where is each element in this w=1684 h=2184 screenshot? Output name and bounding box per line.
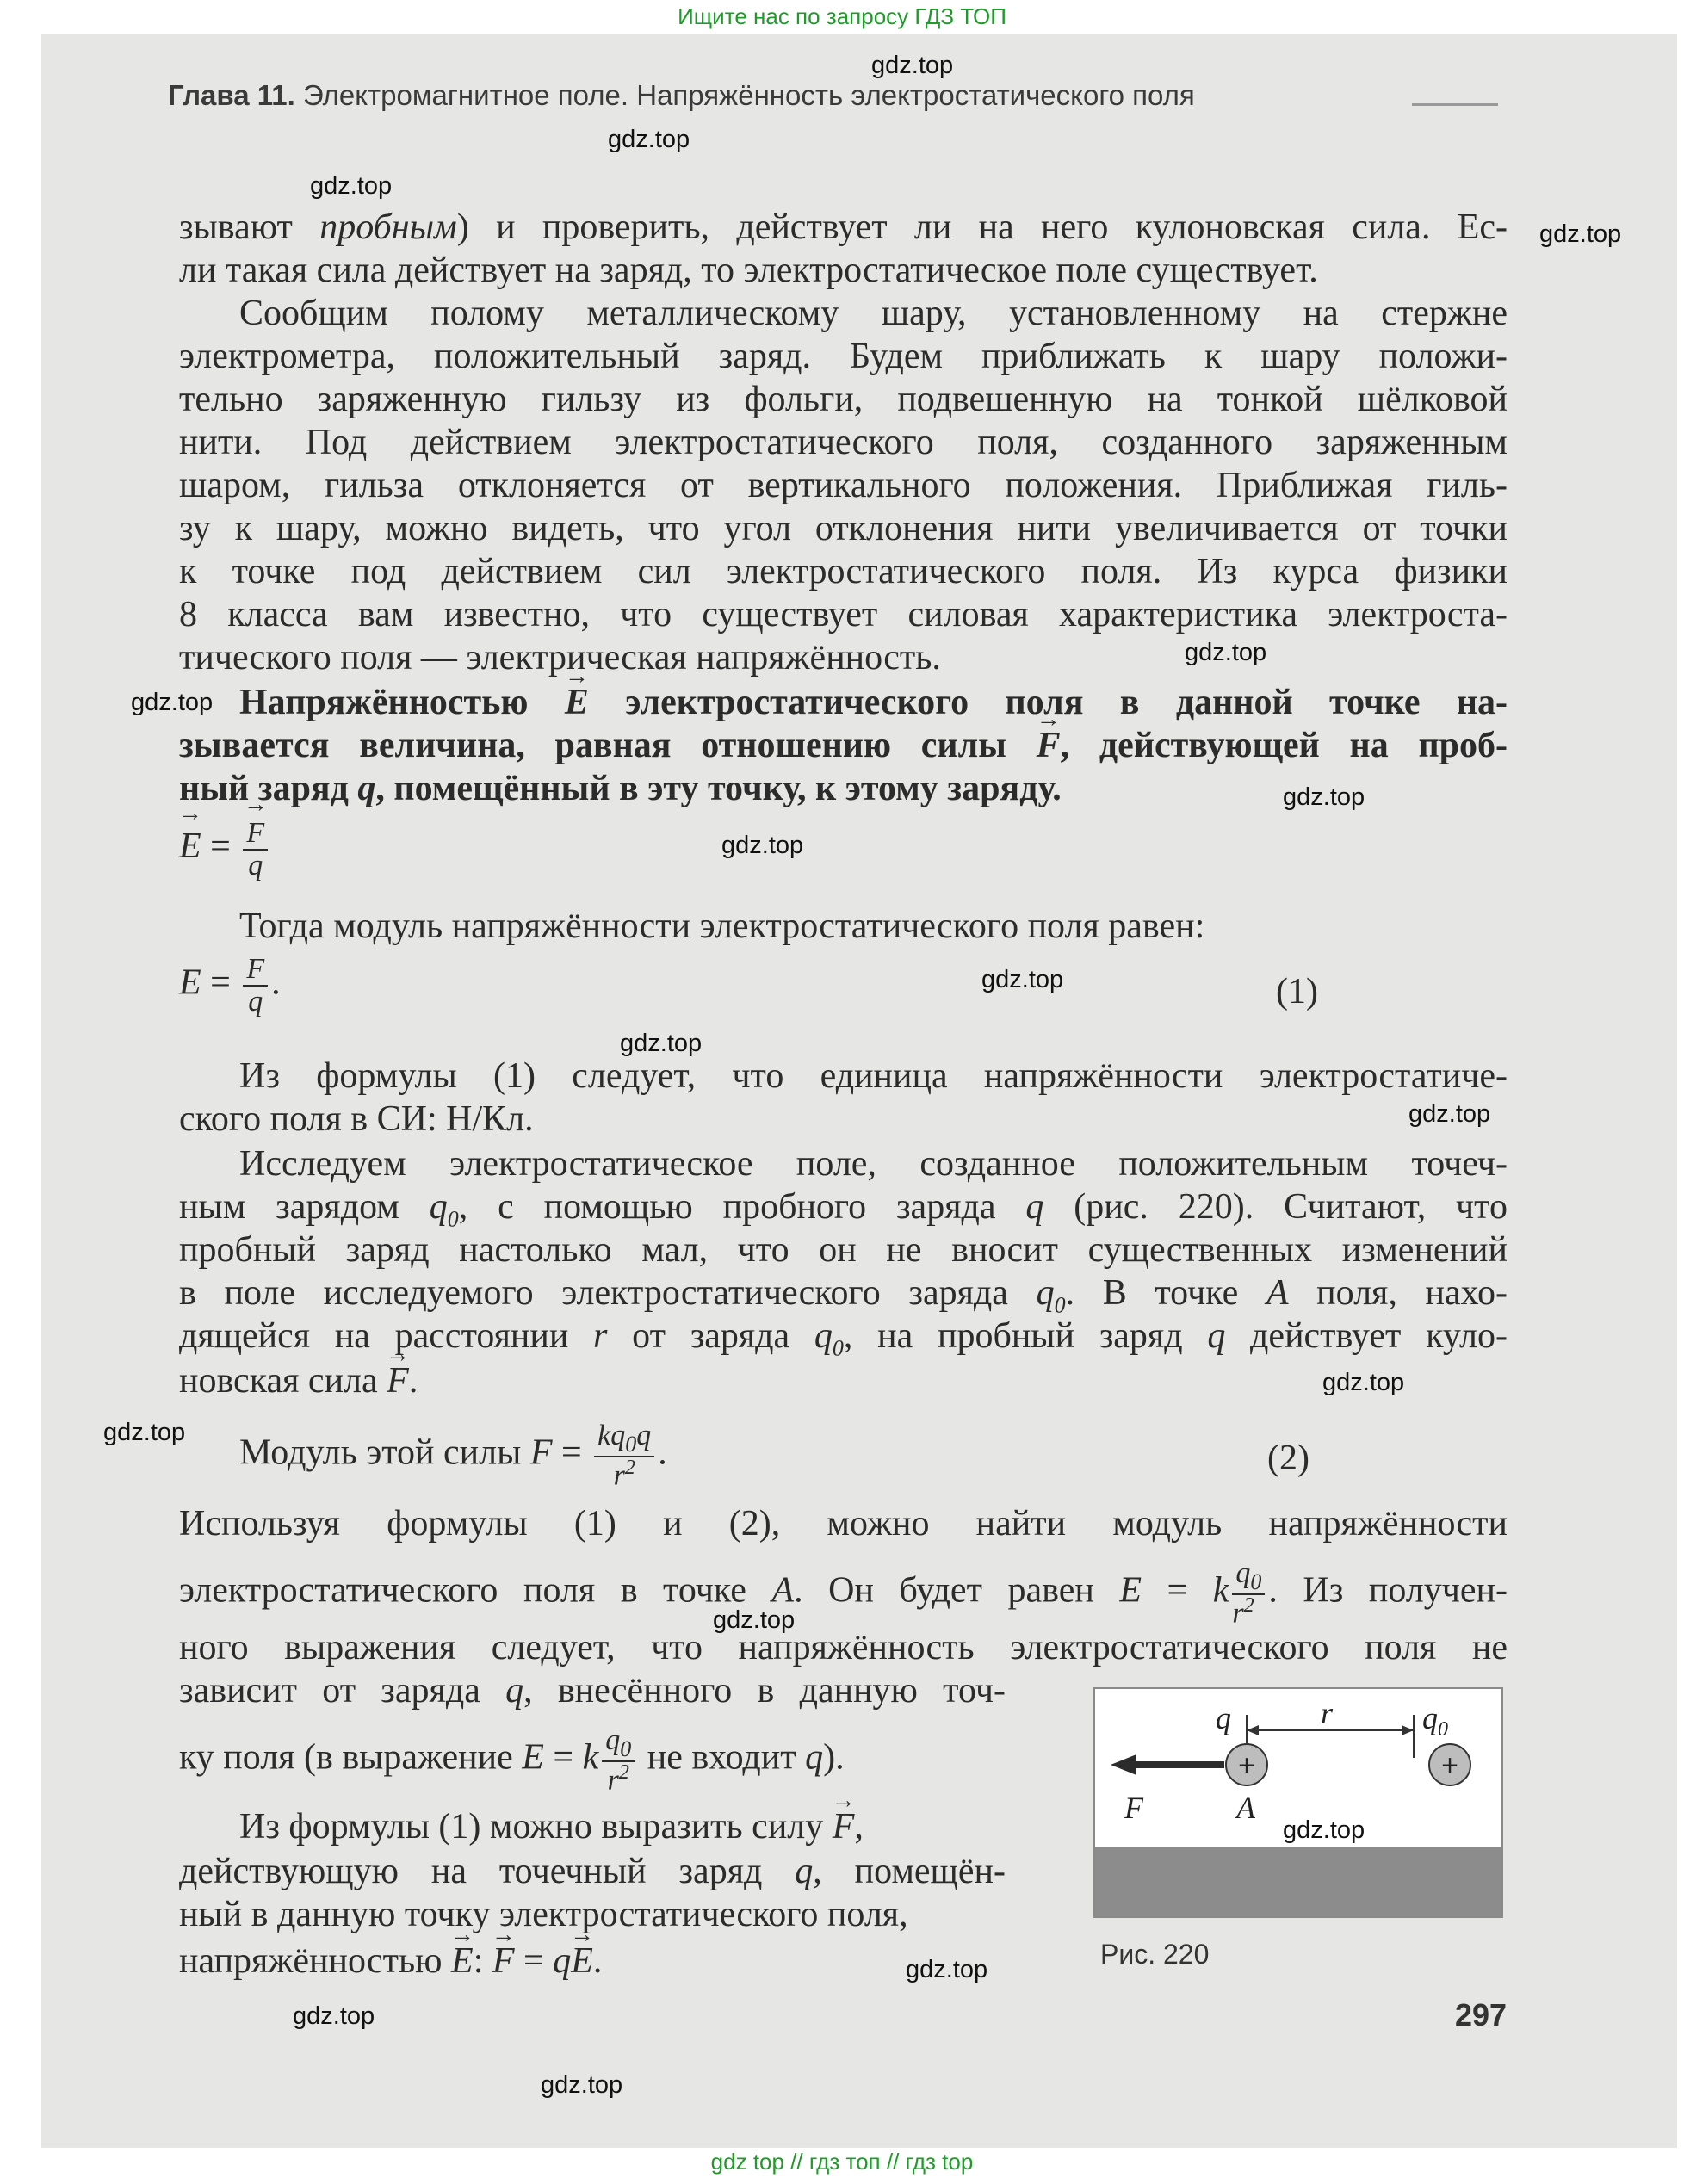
- watermark: gdz.top: [906, 1956, 988, 1983]
- text-line: 8 класса вам известно, что существует силовая характеристика электроста-: [179, 595, 1508, 634]
- text-line: Используя формулы (1) и (2), можно найти модуль напряжённости: [179, 1504, 1508, 1544]
- text-line: зу к шару, можно видеть, что угол отклонения нити увеличивается от точки: [179, 509, 1508, 548]
- text-line: электростатического поля в точке A. Он будет равен E = k $\frac{q_0}{r^2}$ . Из получен-: [179, 1557, 1508, 1630]
- text-line: Из формулы (1) можно выразить силу → F,: [239, 1806, 864, 1847]
- watermark: gdz.top: [1283, 1816, 1365, 1844]
- force-arrowhead-icon: [1111, 1754, 1136, 1775]
- text-line: Исследуем электростатическое поле, созданное положительным точеч-: [239, 1144, 1508, 1184]
- text-line: действующую на точечный заряд q, помещён-: [179, 1852, 1006, 1891]
- definition-line: зывается величина, равная отношению силы → F, действующей на проб-: [179, 725, 1508, 766]
- text-line: ным зарядом $q_0$, с помощью пробного заряда q (рис. 220). Считают, что: [179, 1187, 1508, 1232]
- text-line: новская сила → F.: [179, 1360, 1508, 1401]
- watermark: gdz.top: [620, 1030, 703, 1057]
- formula-vector-E: → E = → $\frac{F}{q}$: [179, 818, 271, 881]
- watermark: gdz.top: [541, 2071, 623, 2099]
- watermark: gdz.top: [1322, 1369, 1405, 1396]
- arrowhead-icon: [1247, 1725, 1259, 1735]
- charge-diagram: [1095, 1689, 1501, 1916]
- text-line: к точке под действием сил электростатического поля. Из курса физики: [179, 552, 1508, 591]
- text-line: ного выражения следует, что напряжённость электростатического поля не: [179, 1628, 1508, 1667]
- chapter-header: [168, 79, 1195, 112]
- text-line: зывают пробным) и проверить, действует ли на него кулоновская сила. Ес-: [179, 207, 1508, 247]
- label-q0: $q_0$: [1422, 1701, 1448, 1741]
- formula-2: Модуль этой силы F = $\frac{kq_0q}{r^2}$ . (2): [239, 1420, 1309, 1492]
- watermark: gdz.top: [131, 689, 214, 716]
- watermark: gdz.top: [713, 1606, 796, 1634]
- text-line: тического поля — электрическая напряжённость.: [179, 638, 941, 677]
- label-r: r: [1321, 1696, 1334, 1730]
- bottom-banner: gdz top // гдз топ // гдз top: [710, 2149, 974, 2175]
- text-line: ный в данную точку электростатического поля,: [179, 1895, 908, 1934]
- text-line: шаром, гильза отклоняется от вертикального положения. Приближая гиль-: [179, 466, 1508, 505]
- text-line: электрометра, положительный заряд. Будем приближать к шару положи-: [179, 337, 1508, 376]
- text-line: ского поля в СИ: Н/Кл.: [179, 1099, 534, 1139]
- watermark: gdz.top: [1283, 783, 1365, 811]
- equation-number: (2): [1267, 1438, 1309, 1478]
- text-line: Тогда модуль напряжённости электростатического поля равен:: [239, 906, 1205, 946]
- watermark: gdz.top: [981, 966, 1064, 993]
- watermark: gdz.top: [293, 2002, 375, 2030]
- definition-line: ный заряд q, помещённый в эту точку, к этому заряду.: [179, 769, 1062, 808]
- text-line: Из формулы (1) следует, что единица напряжённости электростатиче-: [239, 1056, 1508, 1096]
- header-rule: [1412, 103, 1498, 106]
- formula-1: E = $\frac{F}{q}$ . (1): [179, 953, 1318, 1018]
- plus-sign: +: [1238, 1749, 1255, 1782]
- text-line: в поле исследуемого электростатического заряда $q_0$. В точке A поля, нахо-: [179, 1273, 1508, 1318]
- text-line: тельно заряженную гильзу из фольги, подвешенную на тонкой шёлковой: [179, 380, 1508, 419]
- watermark: gdz.top: [1408, 1100, 1491, 1128]
- text-line: пробный заряд настолько мал, что он не вносит существенных изменений: [179, 1230, 1508, 1270]
- chapter-label: Глава 11.: [168, 79, 295, 111]
- watermark: gdz.top: [1185, 639, 1267, 666]
- chapter-title: Электромагнитное поле. Напряжённость электростатического поля: [302, 79, 1195, 111]
- text-line: ку поля (в выражение E = k $\frac{q_0}{r^2}$ не входит q).: [179, 1724, 845, 1797]
- text-line: напряжённостью → E: → F = q→ E.: [179, 1940, 602, 1982]
- watermark: gdz.top: [871, 52, 954, 79]
- label-F: F: [1124, 1791, 1143, 1825]
- watermark: gdz.top: [103, 1419, 186, 1446]
- definition-line: Напряжённостью → E электростатического поля в данной точке на-: [239, 682, 1508, 723]
- text-line: Сообщим полому металлическому шару, установленному на стержне: [239, 294, 1508, 333]
- figure-caption: Рис. 220: [1100, 1939, 1210, 1970]
- label-A: A: [1236, 1791, 1255, 1825]
- equation-number: (1): [1276, 972, 1318, 1012]
- page-number: 297: [1455, 1997, 1508, 2032]
- text-line: дящейся на расстоянии r от заряда $q_0$, на пробный заряд q действует куло-: [179, 1316, 1508, 1361]
- top-banner: Ищите нас по запросу ГДЗ ТОП: [678, 3, 1006, 29]
- watermark: gdz.top: [1539, 220, 1622, 248]
- text-line: зависит от заряда q, внесённого в данную точ-: [179, 1671, 1006, 1711]
- plus-sign: +: [1441, 1749, 1458, 1782]
- arrowhead-icon: [1402, 1725, 1414, 1735]
- text-line: ли такая сила действует на заряд, то электростатическое поле существует.: [179, 251, 1318, 290]
- text-line: нити. Под действием электростатического поля, созданного заряженным: [179, 423, 1508, 462]
- watermark: gdz.top: [608, 126, 690, 153]
- label-q: q: [1216, 1701, 1231, 1735]
- figure-220: [1093, 1687, 1503, 1918]
- watermark: gdz.top: [721, 832, 804, 859]
- watermark: gdz.top: [310, 172, 393, 200]
